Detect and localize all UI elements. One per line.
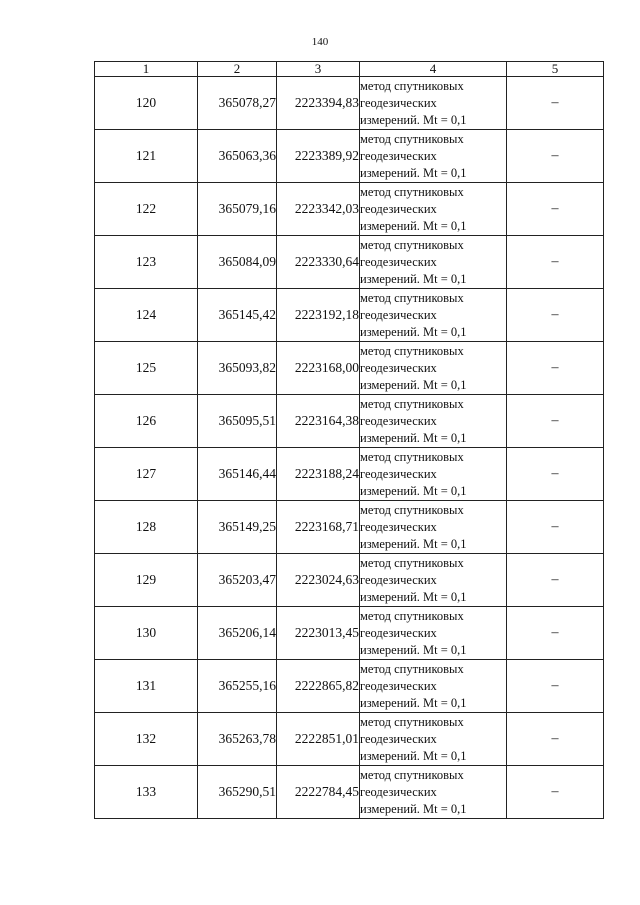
table-row	[95, 501, 604, 554]
method-line-1: метод спутниковых	[360, 502, 464, 517]
coordinate-x: 365203,47	[198, 554, 277, 607]
coordinate-y: 2223192,18	[277, 289, 360, 342]
point-number: 131	[95, 660, 198, 713]
note-cell: –	[507, 77, 604, 130]
note-cell: –	[507, 289, 604, 342]
coordinate-x: 365146,44	[198, 448, 277, 501]
method-line-3: измерений. Mt = 0,1	[360, 536, 467, 551]
method-cell	[360, 448, 507, 501]
point-number: 130	[95, 607, 198, 660]
coordinate-y: 2222851,01	[277, 713, 360, 766]
point-number: 129	[95, 554, 198, 607]
note-cell: –	[507, 236, 604, 289]
method-cell	[360, 236, 507, 289]
method-line-2: геодезических	[360, 572, 437, 587]
coordinate-y: 2222865,82	[277, 660, 360, 713]
note-cell: –	[507, 660, 604, 713]
coordinate-y: 2223389,92	[277, 130, 360, 183]
method-line-1: метод спутниковых	[360, 767, 464, 782]
coordinates-table	[94, 61, 604, 819]
coordinate-y: 2223164,38	[277, 395, 360, 448]
method-cell	[360, 342, 507, 395]
note-cell: –	[507, 183, 604, 236]
note-cell: –	[507, 607, 604, 660]
note-cell: –	[507, 766, 604, 819]
method-line-2: геодезических	[360, 731, 437, 746]
coordinate-y: 2223188,24	[277, 448, 360, 501]
method-line-1: метод спутниковых	[360, 290, 464, 305]
point-number: 133	[95, 766, 198, 819]
method-line-2: геодезических	[360, 784, 437, 799]
method-cell	[360, 395, 507, 448]
point-number: 126	[95, 395, 198, 448]
coordinate-x: 365145,42	[198, 289, 277, 342]
coordinate-x: 365255,16	[198, 660, 277, 713]
method-cell	[360, 130, 507, 183]
method-line-2: геодезических	[360, 360, 437, 375]
method-cell	[360, 501, 507, 554]
method-line-3: измерений. Mt = 0,1	[360, 218, 467, 233]
method-cell	[360, 77, 507, 130]
method-line-3: измерений. Mt = 0,1	[360, 801, 467, 816]
table-row	[95, 77, 604, 130]
method-cell	[360, 554, 507, 607]
method-line-2: геодезических	[360, 148, 437, 163]
coordinate-y: 2223168,00	[277, 342, 360, 395]
point-number: 123	[95, 236, 198, 289]
coordinate-y: 2223024,63	[277, 554, 360, 607]
method-line-1: метод спутниковых	[360, 555, 464, 570]
method-line-2: геодезических	[360, 307, 437, 322]
coordinate-y: 2223330,64	[277, 236, 360, 289]
note-cell: –	[507, 501, 604, 554]
note-cell: –	[507, 554, 604, 607]
table-row	[95, 448, 604, 501]
note-cell: –	[507, 713, 604, 766]
point-number: 127	[95, 448, 198, 501]
method-line-1: метод спутниковых	[360, 449, 464, 464]
method-line-1: метод спутниковых	[360, 396, 464, 411]
method-cell	[360, 766, 507, 819]
method-line-3: измерений. Mt = 0,1	[360, 165, 467, 180]
coordinate-y: 2223168,71	[277, 501, 360, 554]
method-line-3: измерений. Mt = 0,1	[360, 271, 467, 286]
method-line-1: метод спутниковых	[360, 237, 464, 252]
method-line-2: геодезических	[360, 254, 437, 269]
column-header-5: 5	[507, 62, 604, 77]
table-header-row	[95, 62, 604, 77]
point-number: 121	[95, 130, 198, 183]
method-cell	[360, 289, 507, 342]
method-line-1: метод спутниковых	[360, 608, 464, 623]
table-row	[95, 342, 604, 395]
table-row	[95, 130, 604, 183]
note-cell: –	[507, 130, 604, 183]
column-header-3: 3	[277, 62, 360, 77]
coordinate-x: 365095,51	[198, 395, 277, 448]
method-cell	[360, 183, 507, 236]
point-number: 124	[95, 289, 198, 342]
method-line-2: геодезических	[360, 466, 437, 481]
table-row	[95, 289, 604, 342]
coordinate-y: 2223342,03	[277, 183, 360, 236]
method-cell	[360, 607, 507, 660]
coordinate-x: 365078,27	[198, 77, 277, 130]
table-row	[95, 183, 604, 236]
method-line-3: измерений. Mt = 0,1	[360, 748, 467, 763]
coordinate-y: 2223394,83	[277, 77, 360, 130]
table-row	[95, 766, 604, 819]
coordinate-y: 2222784,45	[277, 766, 360, 819]
coordinate-x: 365206,14	[198, 607, 277, 660]
method-line-1: метод спутниковых	[360, 661, 464, 676]
method-line-3: измерений. Mt = 0,1	[360, 695, 467, 710]
coordinate-y: 2223013,45	[277, 607, 360, 660]
coordinate-x: 365084,09	[198, 236, 277, 289]
method-line-3: измерений. Mt = 0,1	[360, 112, 467, 127]
coordinate-x: 365079,16	[198, 183, 277, 236]
method-line-3: измерений. Mt = 0,1	[360, 589, 467, 604]
coordinate-x: 365063,36	[198, 130, 277, 183]
point-number: 122	[95, 183, 198, 236]
note-cell: –	[507, 342, 604, 395]
method-line-3: измерений. Mt = 0,1	[360, 324, 467, 339]
coordinate-x: 365093,82	[198, 342, 277, 395]
table-row	[95, 395, 604, 448]
point-number: 132	[95, 713, 198, 766]
method-line-2: геодезических	[360, 678, 437, 693]
page-number: 140	[311, 36, 329, 48]
column-header-1: 1	[95, 62, 198, 77]
point-number: 125	[95, 342, 198, 395]
method-line-2: геодезических	[360, 413, 437, 428]
coordinate-x: 365290,51	[198, 766, 277, 819]
method-line-2: геодезических	[360, 201, 437, 216]
table-row	[95, 236, 604, 289]
table-row	[95, 554, 604, 607]
method-line-3: измерений. Mt = 0,1	[360, 430, 467, 445]
method-line-1: метод спутниковых	[360, 78, 464, 93]
method-line-1: метод спутниковых	[360, 714, 464, 729]
column-header-4: 4	[360, 62, 507, 77]
method-cell	[360, 713, 507, 766]
method-cell	[360, 660, 507, 713]
method-line-3: измерений. Mt = 0,1	[360, 377, 467, 392]
method-line-1: метод спутниковых	[360, 343, 464, 358]
point-number: 128	[95, 501, 198, 554]
method-line-3: измерений. Mt = 0,1	[360, 483, 467, 498]
method-line-1: метод спутниковых	[360, 131, 464, 146]
column-header-2: 2	[198, 62, 277, 77]
table-row	[95, 660, 604, 713]
method-line-2: геодезических	[360, 519, 437, 534]
note-cell: –	[507, 395, 604, 448]
coordinate-x: 365263,78	[198, 713, 277, 766]
method-line-3: измерений. Mt = 0,1	[360, 642, 467, 657]
method-line-2: геодезических	[360, 625, 437, 640]
table-row	[95, 713, 604, 766]
note-cell: –	[507, 448, 604, 501]
point-number: 120	[95, 77, 198, 130]
method-line-1: метод спутниковых	[360, 184, 464, 199]
table-row	[95, 607, 604, 660]
method-line-2: геодезических	[360, 95, 437, 110]
coordinate-x: 365149,25	[198, 501, 277, 554]
